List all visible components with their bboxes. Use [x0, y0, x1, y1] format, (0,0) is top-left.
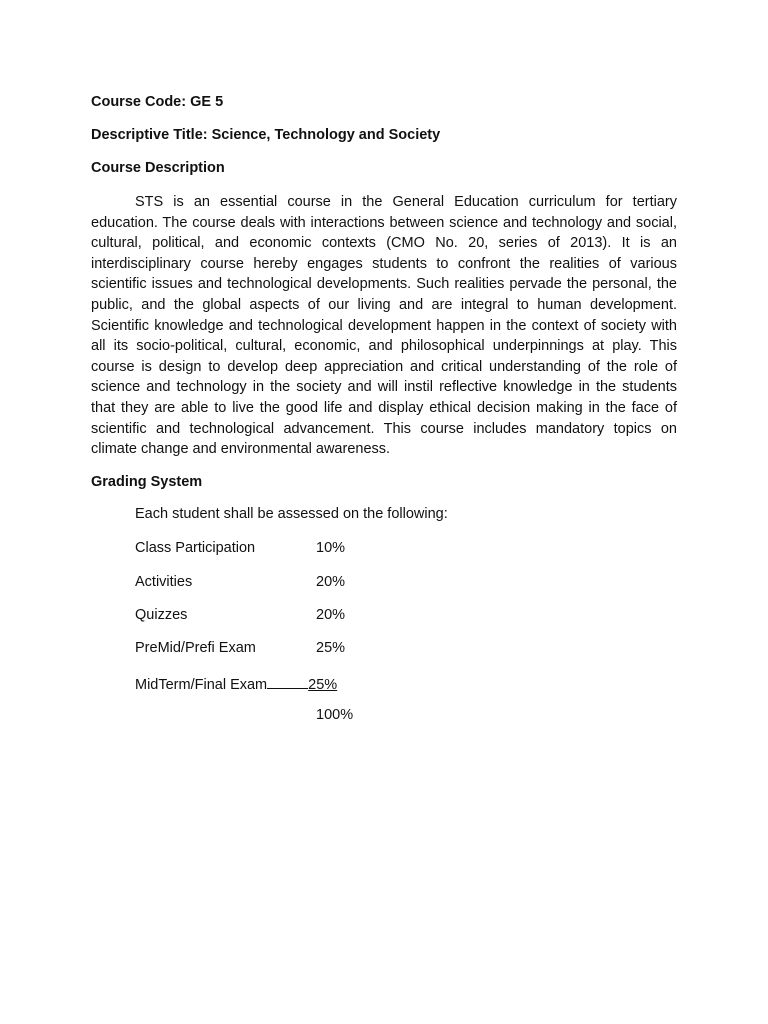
course-code: Course Code: GE 5 [91, 94, 224, 110]
grade-item-name: MidTerm/Final Exam [135, 677, 268, 693]
underline-rule [267, 673, 308, 689]
grade-item-name: Class Participation [135, 540, 256, 556]
course-description-text: STS is an essential course in the General Education curriculum for tertiary education. The course deals with interactions between science and technology and social, cultural, political, and economic contexts (CMO No. 20, series of 2013). It is an interdisciplinary course hereby engages students to confront the realities of various scientific issues and technological developments. Such realities pervade the personal, the public, and the global aspects of our living and are integral to human development. Scientific knowledge and technological development happen in the context of society with all its socio-political, cultural, economic, and philosophical underpinnings at play. This course is design to develop deep appreciation and critical understanding of the role of science and technology in the society and will instil reflective knowledge in the students that they are able to live the good life and display ethical decision making in the face of scientific and technological advancement. This course includes mandatory topics on climate change and environmental awareness. [91, 194, 677, 458]
grade-item-percent: 10% [316, 540, 346, 556]
grade-row-class-participation [135, 539, 345, 557]
descriptive-title: Descriptive Title: Science, Technology and Society [91, 127, 441, 143]
course-description-heading: Course Description [91, 160, 225, 176]
grade-item-name: Activities [135, 574, 193, 590]
grade-item-name: PreMid/Prefi Exam [135, 640, 256, 656]
grade-item-percent: 20% [316, 607, 346, 623]
grade-total: 100% [316, 707, 354, 723]
grade-row-quizzes [135, 606, 345, 624]
grade-row-midterm-final-exam [135, 673, 337, 694]
grade-item-name: Quizzes [135, 607, 188, 623]
grade-item-percent: 20% [316, 574, 346, 590]
grade-item-percent: 25% [308, 677, 338, 693]
grade-row-activities [135, 573, 345, 591]
grading-intro: Each student shall be assessed on the following: [135, 506, 448, 522]
grade-item-percent: 25% [316, 640, 346, 656]
grade-row-premid-prefi-exam [135, 639, 345, 657]
grading-system-heading: Grading System [91, 474, 203, 490]
